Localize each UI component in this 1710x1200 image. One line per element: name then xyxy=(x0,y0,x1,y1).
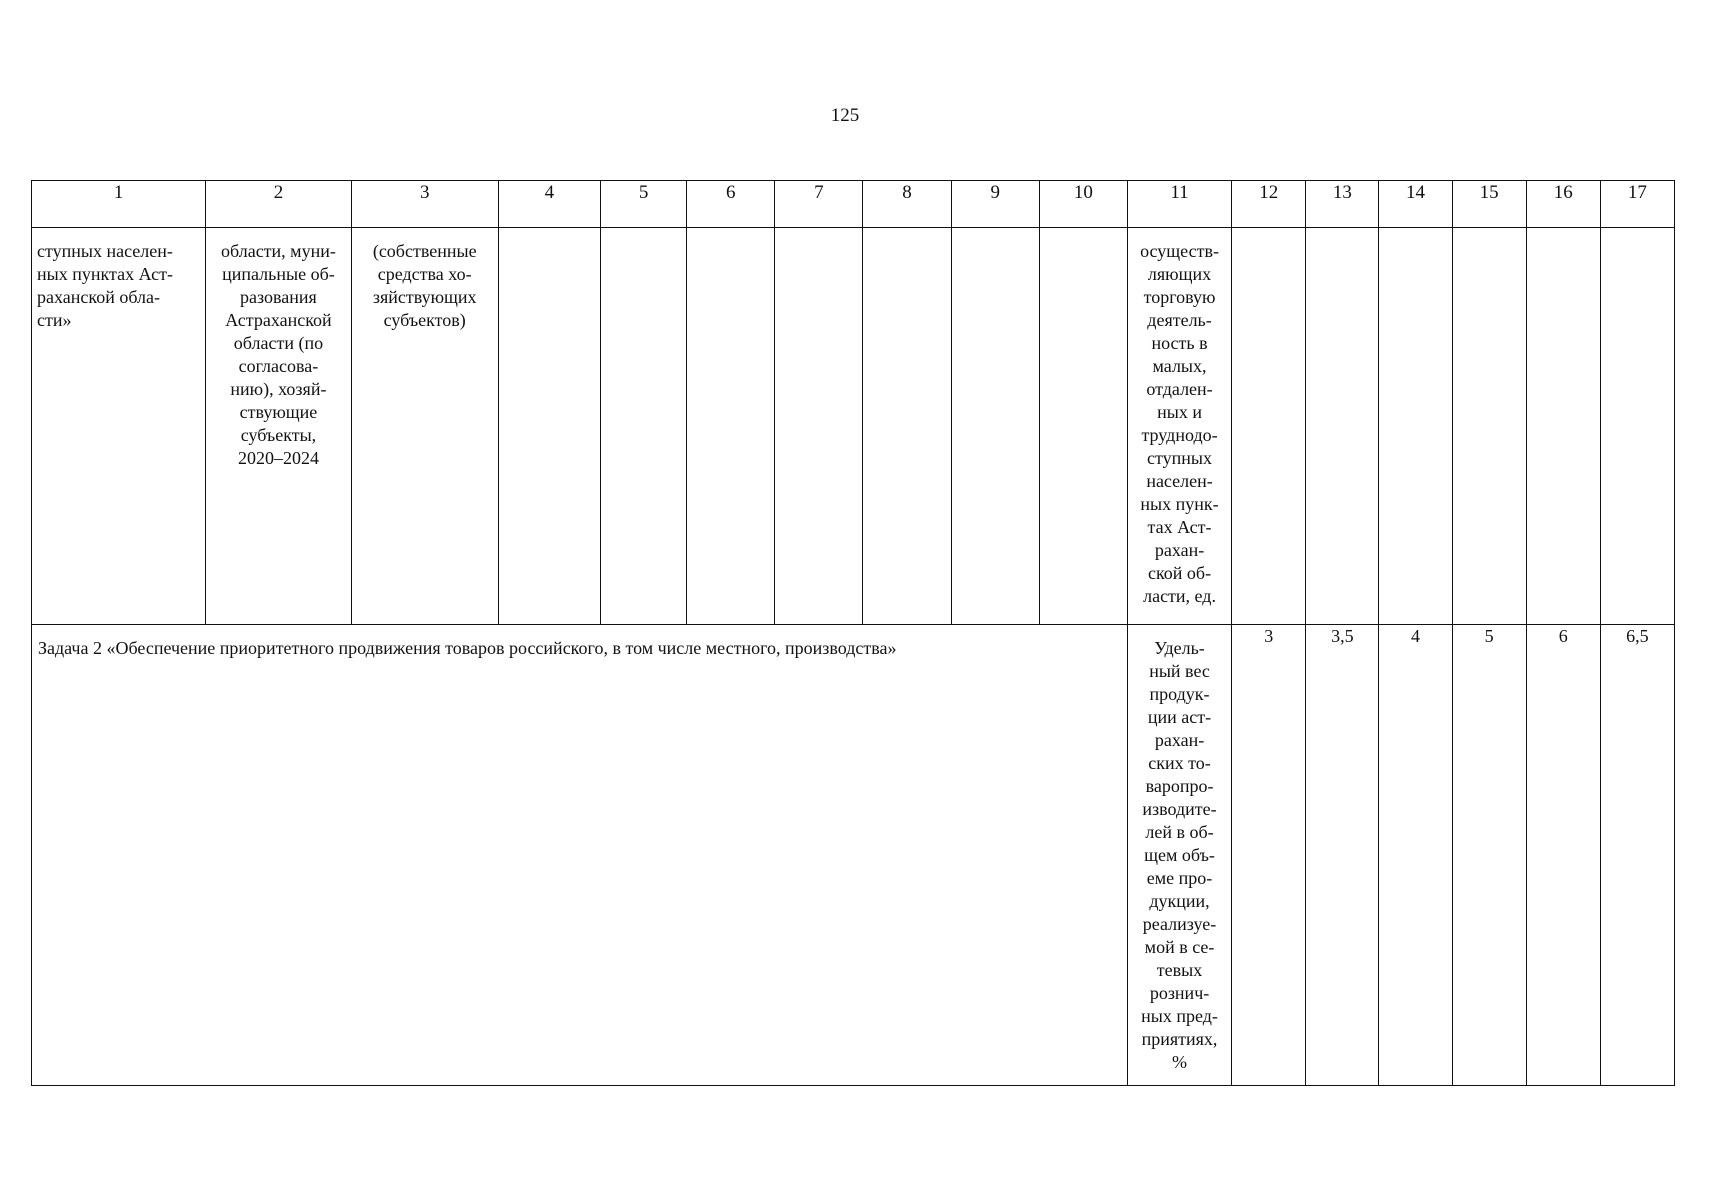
column-number: 12 xyxy=(1232,181,1306,228)
table-row xyxy=(32,228,1675,625)
text-line: тевых xyxy=(1156,960,1203,980)
text-line: торговую xyxy=(1143,287,1216,307)
column-number: 4 xyxy=(498,181,600,228)
text-line: дукции, xyxy=(1149,891,1210,911)
text-line: ских то- xyxy=(1148,753,1211,773)
text-line: ность в xyxy=(1151,333,1208,353)
text-line: нию), хозяй- xyxy=(230,379,327,399)
text-line: ствующие xyxy=(239,402,318,422)
column-number: 17 xyxy=(1600,181,1674,228)
text-line: согласова- xyxy=(238,356,319,376)
text-line: ласти, ед. xyxy=(1143,586,1216,606)
text-line: ный вес xyxy=(1149,661,1210,681)
text-line: Удель- xyxy=(1154,638,1205,658)
text-line: труднодо- xyxy=(1141,425,1218,445)
text-line: ции аст- xyxy=(1147,707,1212,727)
empty-cell xyxy=(601,228,687,625)
text-line: приятиях, xyxy=(1141,1029,1218,1049)
cell-indicator xyxy=(1127,625,1231,1086)
text-line: Астраханской xyxy=(225,310,332,330)
text-line: ляющих xyxy=(1147,264,1212,284)
table-row xyxy=(32,625,1675,1086)
text-line: осуществ- xyxy=(1140,241,1219,261)
value-cell: 3 xyxy=(1232,625,1306,1086)
page-number: 125 xyxy=(830,105,860,126)
text-line: сти» xyxy=(37,310,72,330)
task-title: Задача 2 «Обеспечение приоритетного продвижения товаров российского, в том числе местного, производства» xyxy=(38,638,897,658)
text-line: ных пунктах Аст- xyxy=(37,264,173,284)
column-number: 7 xyxy=(775,181,863,228)
value-cell: 6,5 xyxy=(1600,625,1674,1086)
empty-cell xyxy=(687,228,775,625)
text-line: зяйствующих xyxy=(372,287,477,307)
column-number: 1 xyxy=(32,181,206,228)
text-line: раханской обла- xyxy=(37,287,161,307)
empty-cell xyxy=(1379,228,1452,625)
text-line: варопро- xyxy=(1145,776,1214,796)
text-line: щем объ- xyxy=(1144,845,1215,865)
text-line: рознич- xyxy=(1149,983,1210,1003)
text-line: еме про- xyxy=(1146,868,1213,888)
text-line: 2020–2024 xyxy=(237,448,319,468)
text-line: % xyxy=(1172,1052,1188,1072)
cell-executor xyxy=(206,228,351,625)
column-number: 16 xyxy=(1526,181,1600,228)
column-number: 3 xyxy=(351,181,498,228)
text-line: малых, xyxy=(1152,356,1207,376)
column-number: 11 xyxy=(1127,181,1231,228)
empty-cell xyxy=(1600,228,1674,625)
value-cell: 6 xyxy=(1526,625,1600,1086)
text-line: ных и xyxy=(1157,402,1202,422)
empty-cell xyxy=(775,228,863,625)
text-line: области, муни- xyxy=(221,241,336,261)
cell-event-name xyxy=(32,228,206,625)
column-number: 9 xyxy=(951,181,1039,228)
text-line: ступных xyxy=(1147,448,1213,468)
text-line: продук- xyxy=(1149,684,1210,704)
column-number-row xyxy=(32,181,1675,228)
text-line: рахан- xyxy=(1154,730,1205,750)
column-number: 6 xyxy=(687,181,775,228)
column-number: 5 xyxy=(601,181,687,228)
column-number: 13 xyxy=(1306,181,1379,228)
cell-funding-source xyxy=(351,228,498,625)
text-line: лей в об- xyxy=(1145,822,1214,842)
text-line: ных пунк- xyxy=(1140,494,1219,514)
text-line: рахан- xyxy=(1154,540,1205,560)
column-number: 10 xyxy=(1039,181,1127,228)
text-line: средства хо- xyxy=(377,264,472,284)
empty-cell xyxy=(863,228,951,625)
text-line: изводите- xyxy=(1142,799,1217,819)
empty-cell xyxy=(1306,228,1379,625)
empty-cell xyxy=(498,228,600,625)
text-line: ципальные об- xyxy=(222,264,335,284)
column-number: 15 xyxy=(1452,181,1526,228)
empty-cell xyxy=(1452,228,1526,625)
column-number: 14 xyxy=(1379,181,1452,228)
program-table xyxy=(31,180,1675,1086)
text-line: мой в се- xyxy=(1144,937,1215,957)
empty-cell xyxy=(1039,228,1127,625)
text-line: ской об- xyxy=(1147,563,1212,583)
column-number: 2 xyxy=(206,181,351,228)
value-cell: 5 xyxy=(1452,625,1526,1086)
text-line: тах Аст- xyxy=(1147,517,1212,537)
empty-cell xyxy=(951,228,1039,625)
empty-cell xyxy=(1526,228,1600,625)
value-cell: 4 xyxy=(1379,625,1452,1086)
text-line: реализуе- xyxy=(1142,914,1217,934)
text-line: ных пред- xyxy=(1141,1006,1218,1026)
text-line: разования xyxy=(240,287,317,307)
column-number: 8 xyxy=(863,181,951,228)
text-line: (собственные xyxy=(372,241,477,261)
text-line: деятель- xyxy=(1147,310,1212,330)
text-line: отдален- xyxy=(1146,379,1213,399)
cell-indicator xyxy=(1127,228,1231,625)
text-line: области (по xyxy=(233,333,324,353)
empty-cell xyxy=(1232,228,1306,625)
text-line: субъекты, xyxy=(240,425,317,445)
text-line: ступных населен- xyxy=(37,241,173,261)
cell-task-title xyxy=(32,625,1128,1086)
text-line: субъектов) xyxy=(383,310,466,330)
text-line: населен- xyxy=(1146,471,1213,491)
value-cell: 3,5 xyxy=(1306,625,1379,1086)
